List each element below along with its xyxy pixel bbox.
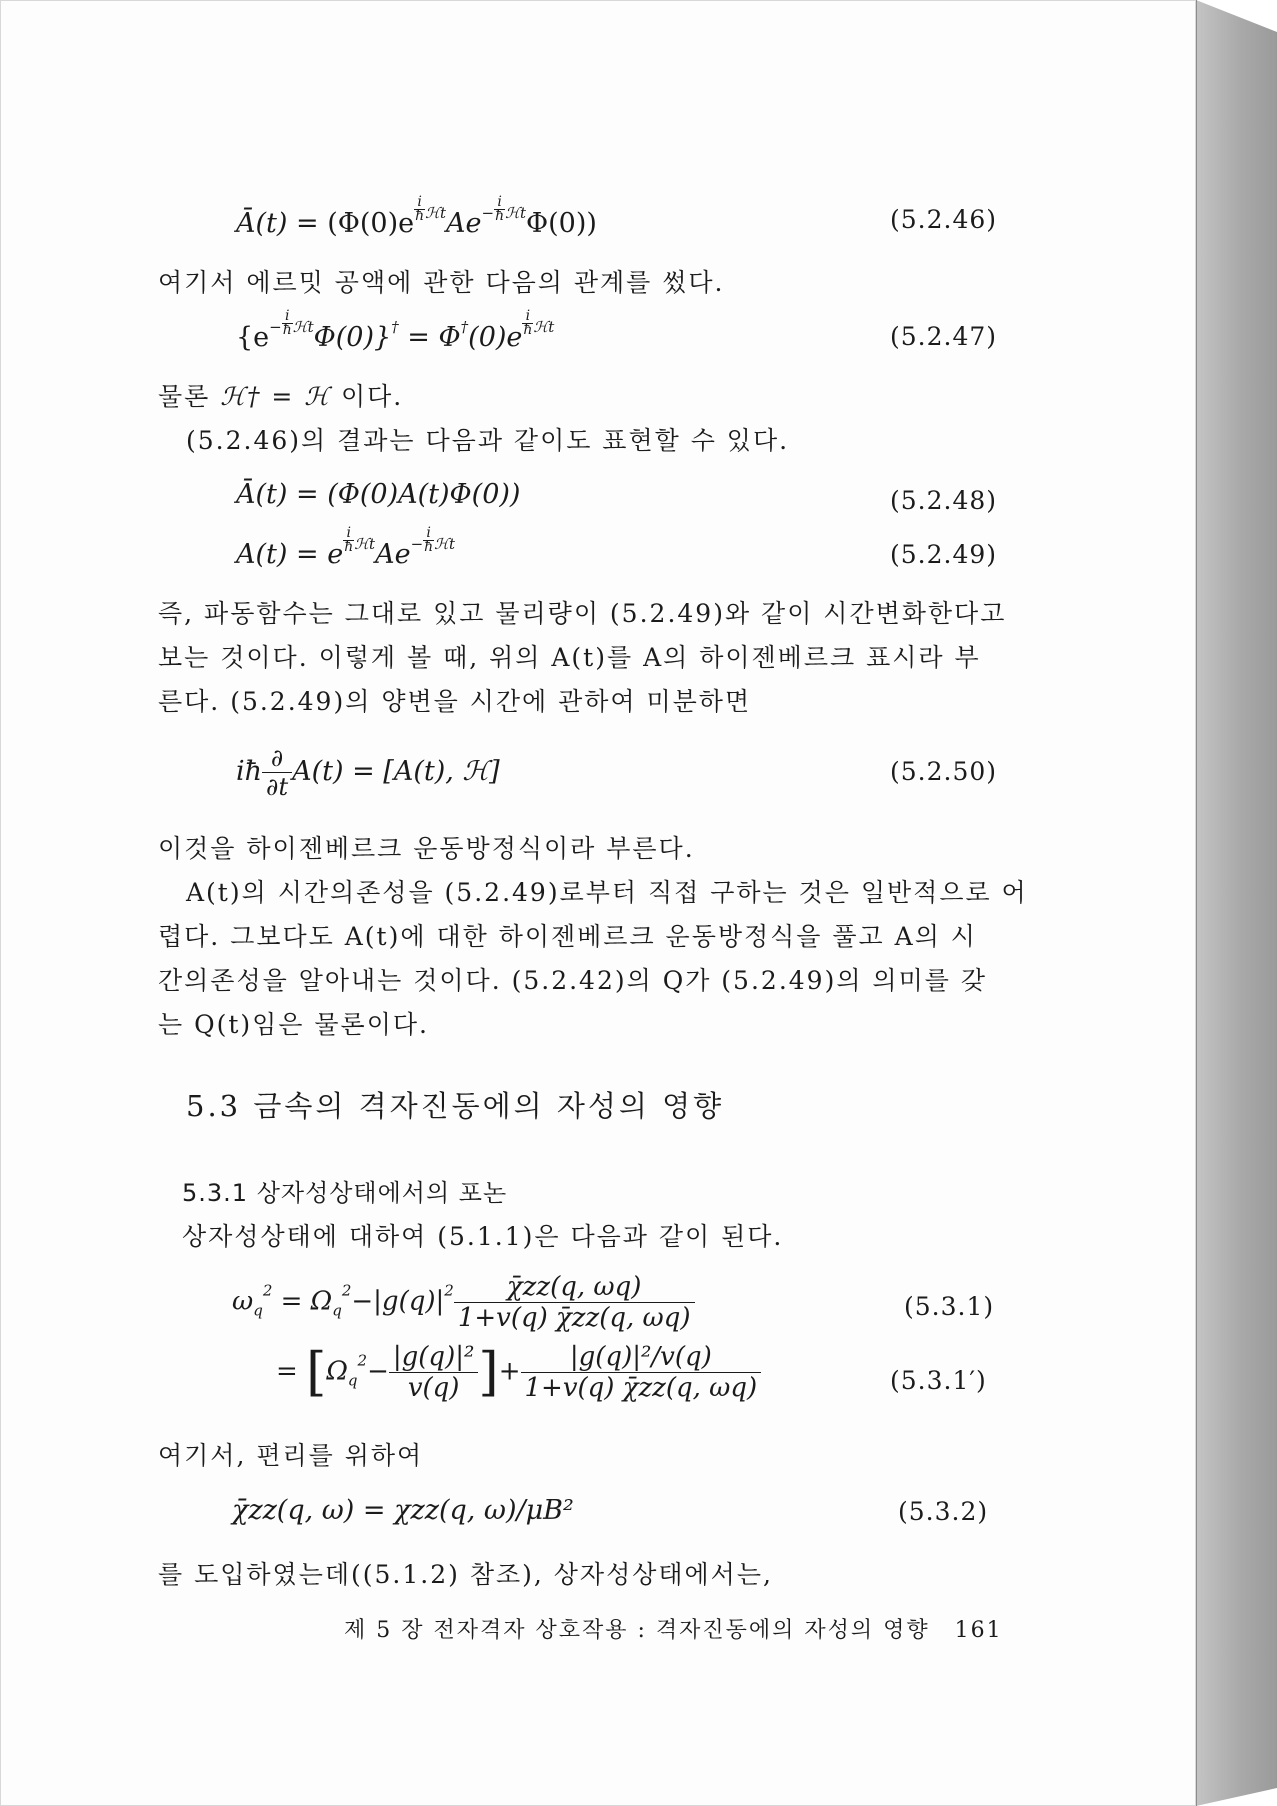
- equation-number: (5.2.49): [890, 540, 998, 569]
- section-heading: 5.3 금속의 격자진동에의 자성의 영향: [186, 1089, 725, 1123]
- equation-number: (5.2.50): [890, 757, 998, 786]
- equation-5-2-46: Ā(t) = (Φ(0)e $\frac{i}{ħ}$ $^{ℋt}$Ae− $\frac{i}{ħ}$ $^{ℋt}$Φ(0)): [236, 194, 597, 239]
- equation-5-3-1-prime: = [$\Omega_q^2-$ $\frac{\text{|g(q)|²}}{v(q)}$ ]+ $\frac{\text{|g(q)|²/v(q)}}{1+v(q) \chīzz(q, \omega q)}$: [276, 1342, 761, 1403]
- equation-number: (5.2.48): [890, 486, 998, 515]
- equation-number: (5.2.47): [890, 322, 998, 351]
- equation-5-2-50: iħ $\frac{\partial}{\partial t}$ A(t) = [A(t), ℋ]: [236, 744, 500, 801]
- equation-number: (5.3.2): [898, 1497, 989, 1526]
- equation-5-2-49: A(t) = e $\frac{i}{ħ}$ $^{ℋt}$Ae− $\frac{i}{ħ}$ $^{ℋt}$: [236, 525, 456, 570]
- paragraph: 를 도입하였는데((5.1.2) 참조), 상자성상태에서는,: [158, 1560, 773, 1589]
- equation-5-3-1: $\omega_q^2 = \Omega_q^2-|g(q)|^2$ $\frac{\chīzz(q, \omega q)}{1+v(q) \chīzz(q, \omega q)}$: [232, 1272, 695, 1333]
- paragraph: 이것을 하이젠베르크 운동방정식이라 부른다.: [158, 834, 695, 863]
- paragraph-line: 른다. (5.2.49)의 양변을 시간에 관하여 미분하면: [158, 687, 752, 716]
- equation-5-3-2: χ̄zz(q, ω) = χzz(q, ω)/μB²: [232, 1495, 574, 1526]
- equation-number: (5.2.46): [890, 205, 998, 234]
- paragraph-line: 보는 것이다. 이렇게 볼 때, 위의 A(t)를 A의 하이젠베르크 표시라 부: [158, 643, 981, 672]
- equation-5-2-47: {e− $\frac{i}{ħ}$ $^{ℋt}$Φ(0)}† = Φ†(0)e $\frac{i}{ħ}$ $^{ℋt}$: [236, 308, 555, 353]
- subsection-heading: 5.3.1 상자성상태에서의 포논: [182, 1179, 508, 1207]
- paragraph: (5.2.46)의 결과는 다음과 같이도 표현할 수 있다.: [186, 426, 790, 455]
- equation-number: (5.3.1): [904, 1292, 995, 1321]
- paragraph-line: 간의존성을 알아내는 것이다. (5.2.42)의 Q가 (5.2.49)의 의미를 갖: [158, 966, 987, 995]
- paragraph-line: 렵다. 그보다도 A(t)에 대한 하이젠베르크 운동방정식을 풀고 A의 시: [158, 922, 977, 951]
- paragraph: 여기서 에르밋 공액에 관한 다음의 관계를 썼다.: [158, 268, 725, 297]
- paragraph: 물론 ℋ† = ℋ 이다.: [158, 382, 404, 411]
- equation-number: (5.3.1′): [890, 1366, 987, 1395]
- book-spine: [1196, 0, 1277, 1806]
- running-footer: [344, 1613, 1003, 1644]
- paragraph-line: 는 Q(t)임은 물론이다.: [158, 1010, 429, 1039]
- page-number: 161: [954, 1618, 1003, 1643]
- paragraph-line: 즉, 파동함수는 그대로 있고 물리량이 (5.2.49)와 같이 시간변화한다고: [158, 599, 1007, 628]
- paragraph: 여기서, 편리를 위하여: [158, 1441, 424, 1470]
- chapter-title: 제 5 장 전자격자 상호작용 : 격자진동에의 자성의 영향: [344, 1618, 930, 1643]
- paragraph-line: A(t)의 시간의존성을 (5.2.49)로부터 직접 구하는 것은 일반적으로 어: [186, 878, 1028, 907]
- paragraph: 상자성상태에 대하여 (5.1.1)은 다음과 같이 된다.: [182, 1222, 784, 1251]
- equation-5-2-48: Ā(t) = (Φ(0)A(t)Φ(0)): [236, 479, 521, 510]
